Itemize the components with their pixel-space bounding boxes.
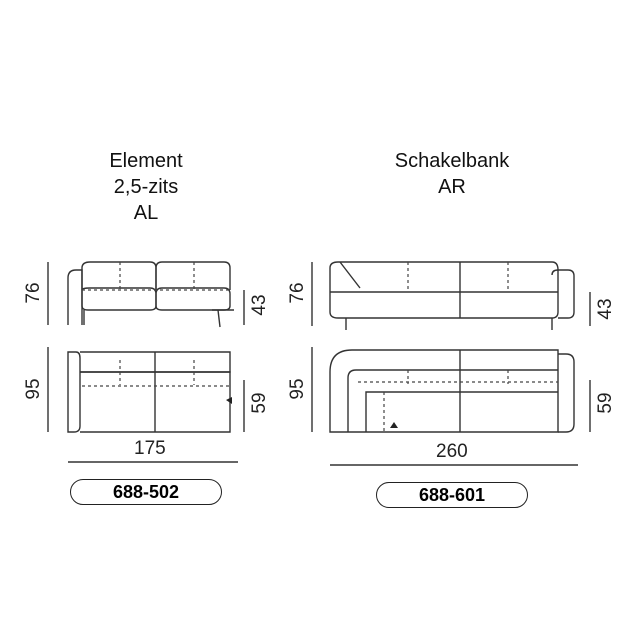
left-depth-total-label: 95 bbox=[23, 378, 44, 400]
right-title-line-1: Schakelbank bbox=[394, 150, 510, 172]
right-product-code: 688-601 bbox=[376, 482, 528, 508]
right-top-arm bbox=[558, 354, 574, 432]
right-seat-depth-label: 59 bbox=[595, 392, 616, 414]
left-title-line-1: Element bbox=[109, 150, 183, 172]
right-front-arm bbox=[552, 270, 574, 318]
left-title-line-2: 2,5-zits bbox=[113, 176, 179, 198]
left-product-code: 688-502 bbox=[70, 479, 222, 505]
left-seat-height-label: 43 bbox=[249, 294, 270, 316]
right-top-body bbox=[330, 350, 558, 432]
right-width-label: 260 bbox=[436, 441, 468, 462]
right-top-view bbox=[330, 350, 574, 432]
left-title-line-3: AL bbox=[133, 202, 159, 224]
right-depth-total-label: 95 bbox=[287, 378, 308, 400]
left-height-total-label: 76 bbox=[23, 282, 44, 304]
left-front-view bbox=[68, 262, 234, 327]
right-front-body bbox=[330, 262, 558, 318]
right-front-view bbox=[330, 262, 574, 330]
right-height-total-label: 76 bbox=[287, 282, 308, 304]
left-front-back-cushion-1 bbox=[82, 262, 156, 290]
left-seat-depth-label: 59 bbox=[249, 392, 270, 414]
right-title-line-2: AR bbox=[438, 176, 466, 198]
left-front-arm bbox=[68, 270, 82, 325]
left-top-arm bbox=[68, 352, 80, 432]
left-top-view bbox=[68, 352, 232, 432]
left-front-back-cushion-2 bbox=[156, 262, 230, 290]
left-width-label: 175 bbox=[134, 438, 166, 459]
left-front-seat-cushion-2 bbox=[156, 288, 230, 310]
left-front-seat-cushion-1 bbox=[82, 288, 156, 310]
right-seat-height-label: 43 bbox=[595, 298, 616, 320]
